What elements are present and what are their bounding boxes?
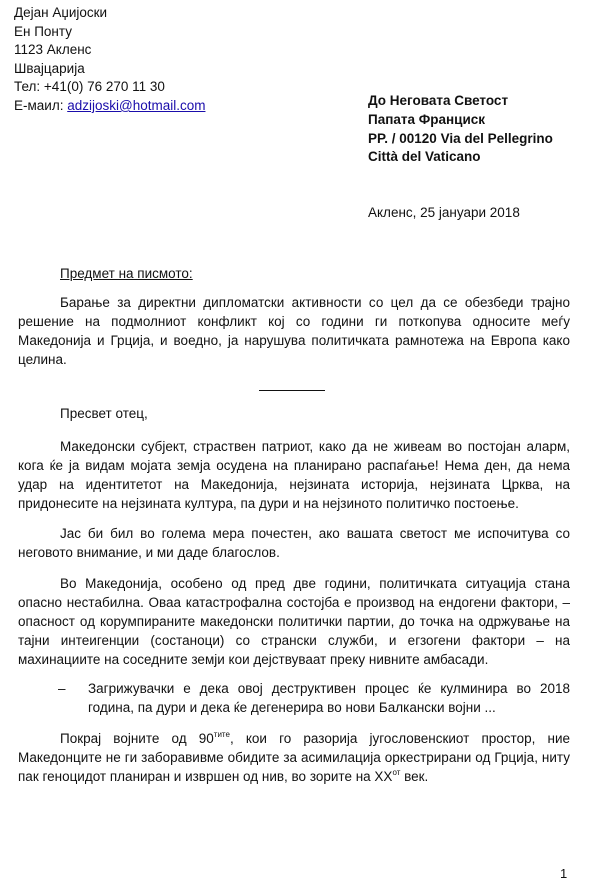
sender-address-block xyxy=(14,4,205,116)
page-number: 1 xyxy=(560,866,568,881)
subject-text: Барање за директни дипломатски активности со цел да се обезбеди трајно решение на подмолниот конфликт кој со години ги поткопува односите меѓу Македонија и Грција, и воедно, ја нарушува политичката рамнотежа на Европа како целина. xyxy=(18,295,570,367)
recipient-line-3: PP. / 00120 Via del Pellegrino xyxy=(368,130,553,146)
sender-email-line xyxy=(14,97,205,116)
sender-street: Ен Понту xyxy=(14,23,72,39)
paragraph-4-part-a: Покрај војните од 90 xyxy=(60,731,214,746)
dash-bullet: – xyxy=(58,681,66,696)
sender-email-label: E-маил: xyxy=(14,97,68,113)
recipient-line-2: Папата Франциск xyxy=(368,111,486,127)
sender-city: 1123 Акленс xyxy=(14,42,92,58)
letter-date: Акленс, 25 јануари 2018 xyxy=(368,205,520,220)
subject-heading: Предмет на писмото: xyxy=(60,266,193,281)
paragraph-4-part-c: век. xyxy=(400,769,429,784)
recipient-line-1: До Неговата Светост xyxy=(368,93,509,108)
paragraph-1: Македонски субјект, страствен патриот, како да не живеам во постојан аларм, кога ќе ја видам мојата земја осудена на планирано распаѓање! Нема ден, да нема удар на идентитетот на Македонија, нејзината историја, нејзината Црква, на придонесите на нејзината култура, па дури и на нејзиното политичко постоење. xyxy=(18,439,570,511)
paragraph-3: Во Македонија, особено од пред две години, политичката ситуација стана опасно нестабилна. Оваа катастрофална состојба е производ на ендогени фактори, – опасност од корумпираните македонски политички партии, до точка на одржување на тајни интеигенции (состаноци) со странски служби, и егзогени фактори – на махинациите на соседните земји кои дејствуваат преку нивните амбасади. xyxy=(18,576,570,667)
paragraph-4 xyxy=(18,729,570,786)
paragraph-2: Јас би бил во голема мера почестен, ако вашата светост ме испочитува со неговото внимание, и ми даде благослов. xyxy=(18,526,570,560)
sender-email-link[interactable]: adzijoski@hotmail.com xyxy=(67,97,206,113)
recipient-line-4: Città del Vaticano xyxy=(368,149,481,165)
dash-item-text: Загрижувачки е дека овој деструктивен процес ќе кулминира во 2018 година, па дури и дека ќе дегенерира во нови Балкански војни ... xyxy=(88,681,570,715)
sender-country: Швајцарија xyxy=(14,60,85,76)
sender-phone: Тел: +41(0) 76 270 11 30 xyxy=(14,79,165,95)
paragraph-4-superscript-2: от xyxy=(392,768,401,777)
salutation: Пресвет отец, xyxy=(60,406,148,421)
paragraph-4-superscript-1: тите xyxy=(213,730,230,739)
paragraph-4-part-b: , кои го разорија југословенскиот простор, ние Македонците не ги заборавивме обидите за асимилација оркестрирани од Грција, ниту пак геноцидот планиран и извршен од нив, во зорите на XX xyxy=(18,731,571,784)
sender-name: Дејан Аџијоски xyxy=(14,5,108,20)
recipient-address-block xyxy=(368,92,553,167)
dash-list-item xyxy=(58,679,570,717)
separator-line xyxy=(259,390,325,391)
